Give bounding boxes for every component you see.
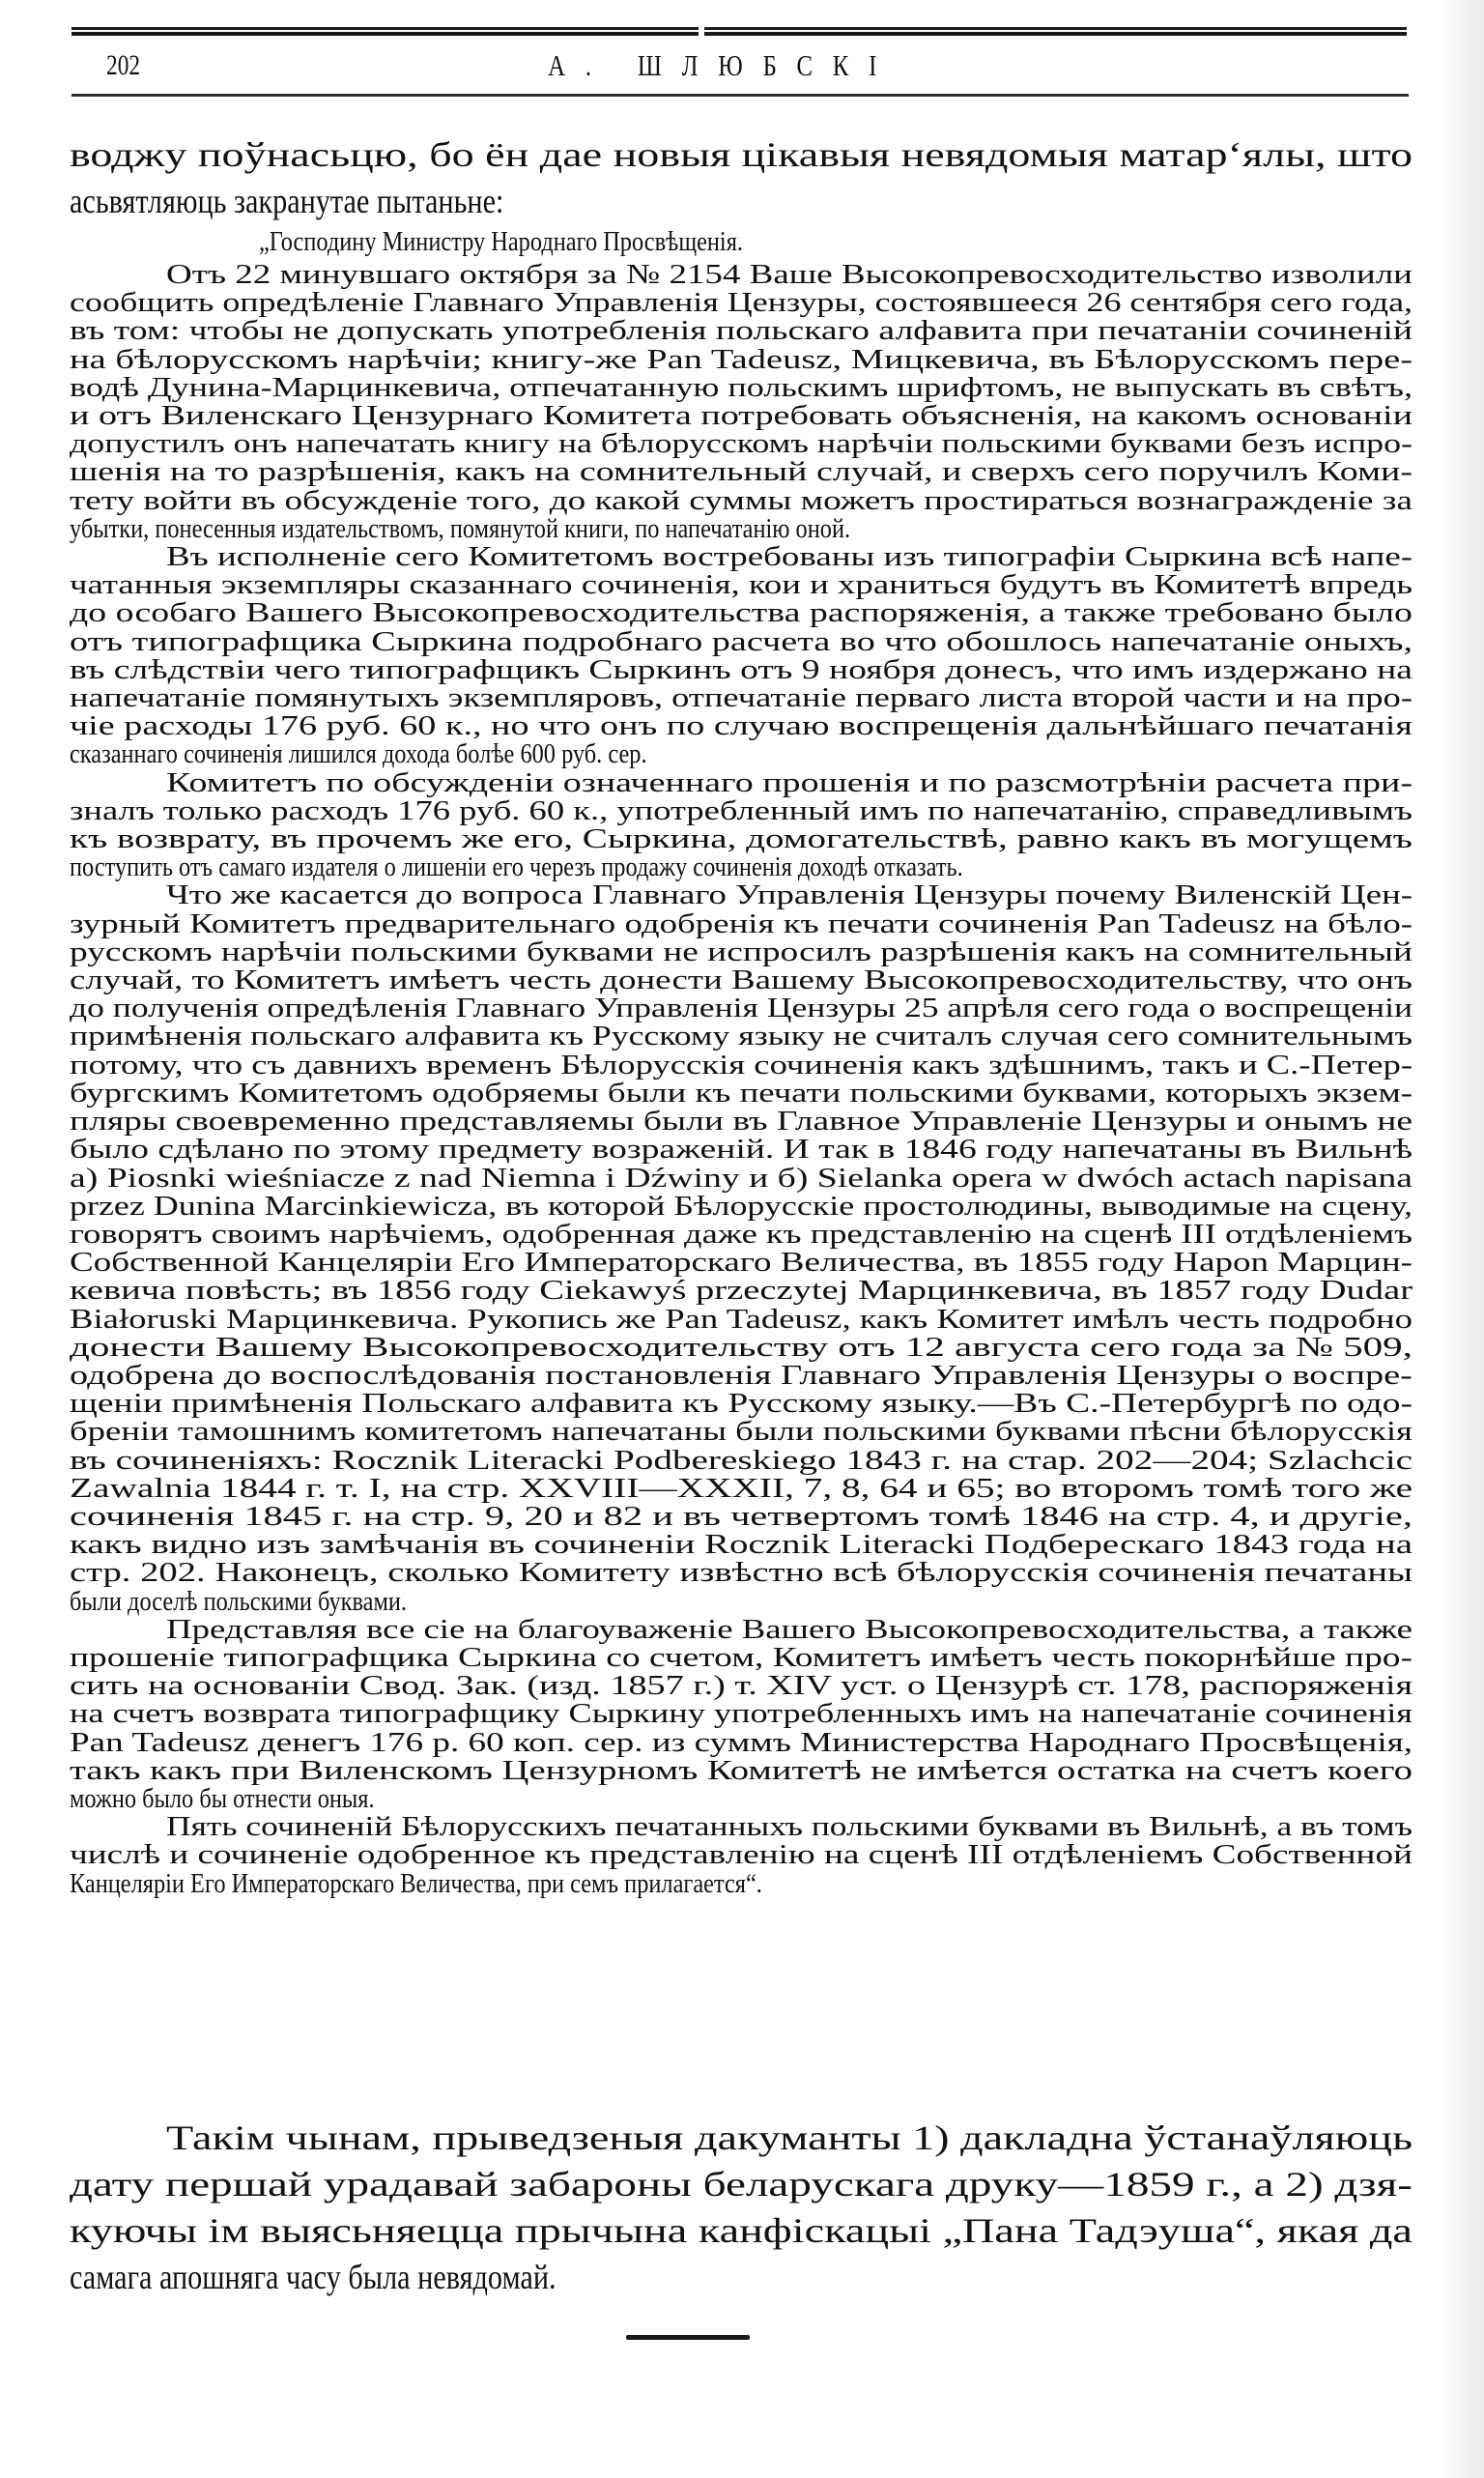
text-line [70, 1277, 1413, 1305]
text-line-content: зурный Комитетъ предварительнаго одобренія къ печати сочиненія Pan Tadeusz на бѣло- [70, 908, 1413, 939]
text-line-content: примѣненія польскаго алфавита къ Русскому языку не считалъ случая сего сомнительнымъ [70, 1021, 1413, 1052]
text-line [70, 402, 1413, 430]
text-line [70, 289, 1413, 317]
text-line [70, 1782, 1413, 1814]
text-line-content: дату першай урадавай забароны беларускага друку—1859 г., а 2) дзя- [70, 2165, 1413, 2204]
text-line [70, 1108, 1413, 1136]
text-line [70, 1867, 1413, 1899]
text-line [70, 1613, 1413, 1645]
text-line-content: донести Вашему Высокопревосходительству отъ 12 августа сего года за № 509, [70, 1331, 1413, 1363]
text-line-content: потому, что съ давнихъ временъ Бѣлорусскія сочиненія какъ здѣшнимъ, такъ и С.-Петер- [70, 1049, 1413, 1081]
text-line-content: Pan Tadeusz денегъ 176 р. 60 коп. сер. из суммъ Министерства Народнаго Просвѣщенія, [70, 1726, 1413, 1758]
text-line-content: до полученія опредѣленія Главнаго Управленія Цензуры 25 апрѣля сего года о воспрещеніи [70, 993, 1413, 1024]
text-line [70, 317, 1413, 345]
text-line [70, 1841, 1413, 1869]
text-line-content: числѣ и сочиненіе одобренное къ представленію на сценѣ III отдѣленіемъ Собственной [70, 1839, 1413, 1871]
text-line [70, 1359, 1413, 1391]
text-line [70, 1641, 1413, 1673]
text-line-content: какъ видно изъ замѣчанія въ сочиненіи Rocznik Literacki Подберескаго 1843 года на [70, 1529, 1413, 1561]
text-line [70, 853, 1413, 881]
conclusion-paragraph [70, 2115, 1413, 2300]
text-line-content: говорятъ своимъ нарѣчіемъ, одобренная даже къ представленію на сценѣ III отдѣленіемъ [70, 1218, 1413, 1250]
text-line [70, 794, 1413, 826]
text-line-content: самага апошняга часу была невядомай. [70, 2258, 556, 2296]
text-line-content: сказаннаго сочиненія лишился дохода болѣе 600 руб. сер. [70, 738, 647, 770]
text-line [70, 430, 1413, 458]
text-line [70, 881, 1413, 909]
text-line [70, 1049, 1413, 1081]
text-line [70, 1672, 1413, 1700]
text-line [70, 938, 1413, 966]
text-line [70, 131, 1413, 178]
text-line-content: можно было бы отнести оныя. [70, 1782, 375, 1814]
text-line-content: а) Piosnki wieśniacze z nad Niemna i Dźwiny и б) Sielanka opera w dwóch actach napisana [70, 1162, 1413, 1194]
text-line-content: асьвятляюць закранутае пытаньне: [70, 182, 504, 220]
text-line [70, 261, 1413, 289]
text-line-content: бреніи тамошнимъ комитетомъ напечатаны были польскими буквами пѣсни бѣлорусскія [70, 1416, 1413, 1448]
text-line [70, 2115, 1413, 2161]
text-line [70, 458, 1413, 486]
text-line [70, 966, 1413, 994]
text-line [70, 1754, 1413, 1786]
text-line-content: до особаго Вашего Высокопревосходительства распоряженія, а также требовано было [70, 597, 1413, 629]
text-line [70, 484, 1413, 516]
text-line [70, 1472, 1413, 1504]
text-line-content: Zawalnia 1844 г. т. I, на стр. XXVIII—XXXII, 7, 8, 64 и 65; во второмъ томѣ того же [70, 1472, 1413, 1504]
text-line [70, 1585, 1413, 1617]
text-line-content: случай, то Комитетъ имѣетъ честь донести Вашему Высокопревосходительству, что онъ [70, 965, 1413, 996]
text-line [70, 994, 1413, 1023]
text-line-content: бургскимъ Комитетомъ одобряемы были къ печати польскими буквами, которыхъ экзем- [70, 1077, 1413, 1109]
intro-paragraph [70, 131, 1413, 224]
running-title-text: А. ШЛЮБСКІ [548, 48, 898, 82]
text-line-content: воджу поўнасьцю, бо ён дае новыя цікавыя невядомыя матар‘ялы, што [70, 135, 1413, 174]
text-line-content: такъ какъ при Виленскомъ Цензурномъ Комитетѣ не имѣется остатка на счетъ коего [70, 1754, 1413, 1786]
text-line [70, 1303, 1413, 1335]
text-line [70, 625, 1413, 657]
text-line [70, 1190, 1413, 1222]
text-line-content: Собственной Канцеляріи Его Императорскаго Величества, въ 1855 году Hapon Марцин- [70, 1247, 1413, 1279]
text-line-content: было сдѣлано по этому предмету возраженій. И так в 1846 году напечатаны въ Вильнѣ [70, 1134, 1413, 1166]
text-line-content: чіе расходы 176 руб. 60 к., но что онъ по случаю воспрещенія дальнѣйшаго печатанія [70, 710, 1413, 742]
text-line-content: водѣ Дунина-Марцинкевича, отпечатанную польскимъ шрифтомъ, не выпускать въ свѣтъ, [70, 371, 1413, 403]
text-line-content: одобрена до воспослѣдованія постановленія Главнаго Управленія Цензуры о воспре- [70, 1359, 1413, 1391]
text-line [70, 1331, 1413, 1363]
text-line [70, 343, 1413, 375]
text-line-content: чатанныя экземпляры сказаннаго сочиненія, кои и храниться будутъ въ Комитетѣ впредь [70, 569, 1413, 601]
text-line-content: сить на основаніи Свод. Зак. (изд. 1857 г.) т. XIV уст. о Цензурѣ ст. 178, распоряженія [70, 1670, 1413, 1702]
text-line [70, 178, 1413, 224]
text-line-content: Комитетъ по обсужденіи означеннаго прошенія и по разсмотрѣніи расчета при- [166, 766, 1413, 798]
text-line-content: отъ типографщика Сыркина подробнаго расчета во что обошлось напечатаніе оныхъ, [70, 625, 1413, 657]
text-line-content: Канцеляріи Его Императорскаго Величества, при семъ прилагается“. [70, 1867, 762, 1899]
running-title [0, 48, 1484, 83]
text-line [70, 1726, 1413, 1758]
text-line [70, 2254, 1413, 2300]
page-gutter-shadow [1440, 0, 1484, 2478]
text-line [70, 1162, 1413, 1194]
text-line-content: въ том: чтобы не допускать употребленія польскаго алфавита при печатаніи сочиненій [70, 315, 1413, 347]
text-line-content: къ возврату, въ прочемъ же его, Сыркина, домогательствѣ, равно какъ въ могущемъ [70, 823, 1413, 855]
end-rule [626, 2335, 750, 2340]
text-line-content: Такім чынам, прыведзеныя дакуманты 1) дакладна ўстанаўляюць [166, 2118, 1413, 2157]
text-line-content: въ сочиненіяхъ: Rocznik Literacki Podbereskiego 1843 г. на стар. 202—204; Szlachcic [70, 1444, 1413, 1476]
text-line-content: Отъ 22 минувшаго октября за № 2154 Ваше Высокопревосходительство изволили [166, 259, 1413, 290]
text-line [70, 825, 1413, 853]
text-line-content: напечатаніе помянутыхъ экземпляровъ, отпечатаніе перваго листа второй части и на про- [70, 682, 1413, 714]
text-line-content: кевича повѣсть; въ 1856 году Ciekawyś przeczytej Марцинкевича, въ 1857 году Dudar [70, 1275, 1413, 1307]
text-line-content: пляры своевременно представляемы были въ Главное Управленіе Цензуры и онымъ не [70, 1106, 1413, 1138]
text-line [70, 684, 1413, 712]
text-line-content: щеніи примѣненія Польскаго алфавита къ Русскому языку.—Въ С.-Петербургѣ по одо- [70, 1388, 1413, 1420]
address-line: „Господину Министру Народнаго Просвѣщенія. [259, 226, 743, 257]
text-line-content: Białoruski Марцинкевича. Рукопись же Pan Tadeusz, какъ Комитет имѣлъ честь подробно [70, 1303, 1413, 1335]
text-line [70, 1418, 1413, 1446]
text-line-content: и отъ Виленскаго Цензурнаго Комитета потребовать объясненія, на какомъ основаніи [70, 400, 1413, 432]
text-line-content: Представляя все сіе на благоуваженіе Вашего Высокопревосходительства, а также [166, 1613, 1413, 1645]
text-line [70, 2207, 1413, 2254]
text-line [70, 1700, 1413, 1728]
text-line [70, 1023, 1413, 1051]
text-line [70, 1500, 1413, 1532]
text-line-content: шенія на то разрѣшенія, какъ на сомнительный случай, и сверхъ сего поручилъ Коми- [70, 456, 1413, 488]
text-line-content: стр. 202. Наконецъ, сколько Комитету извѣстно всѣ бѣлорусскія сочиненія печатаны [70, 1557, 1413, 1589]
text-line [70, 1813, 1413, 1841]
text-line [70, 910, 1413, 938]
page-number: 202 [106, 49, 141, 81]
text-line-content: допустилъ онъ напечатать книгу на бѣлорусскомъ нарѣчіи польскими буквами безъ испро- [70, 428, 1413, 460]
text-line-content: зналъ только расходъ 176 руб. 60 к., употребленный имъ по напечатанію, справедливымъ [70, 794, 1413, 826]
text-line [70, 1390, 1413, 1418]
text-line-content: przez Dunina Marcinkiewicza, въ которой Бѣлорусскіе простолюдины, выводимые на сцену, [70, 1190, 1413, 1222]
text-line-content: были доселѣ польскими буквами. [70, 1585, 408, 1617]
text-line [70, 512, 1413, 544]
text-line-content: поступить отъ самаго издателя о лишеніи его черезъ продажу сочиненія доходѣ отказать. [70, 851, 963, 883]
text-line-content: прошеніе типографщика Сыркина со счетом, Комитетъ имѣетъ честь покорнѣйше про- [70, 1641, 1413, 1673]
text-line [70, 571, 1413, 599]
text-line-content: куючы ім выясьняецца прычына канфіскацыі „Пана Тадэуша“, якая да [70, 2211, 1413, 2250]
text-line [70, 1077, 1413, 1109]
text-line [70, 712, 1413, 740]
text-line [70, 1249, 1413, 1277]
text-line-content: убытки, понесенныя издательствомъ, помянутой книги, по напечатанію оной. [70, 512, 851, 544]
text-line [70, 740, 1413, 768]
header-rule [71, 94, 1409, 97]
text-line [70, 1218, 1413, 1250]
text-line [70, 2161, 1413, 2207]
text-line-content: русскомъ нарѣчіи польскими буквами не испросилъ разрѣшенія какъ на сомнительный [70, 936, 1413, 967]
text-line-content: на счетъ возврата типографщику Сыркину употребленныхъ имъ на напечатаніе сочиненія [70, 1698, 1413, 1730]
letter-address [70, 224, 1413, 259]
text-line [70, 653, 1413, 685]
header-double-rule [71, 27, 1407, 36]
text-line [70, 1559, 1413, 1587]
text-line-content: Что же касается до вопроса Главнаго Управленія Цензуры почему Виленскій Цен- [166, 879, 1413, 911]
text-line [70, 1136, 1413, 1164]
text-line-content: тету войти въ обсужденіе того, до какой суммы можетъ простираться вознагражденіе за [70, 484, 1413, 516]
text-line-content: Въ исполненіе сего Комитетомъ востребованы изъ типографіи Сыркина всѣ напе- [166, 541, 1413, 573]
text-line [70, 1531, 1413, 1559]
text-line [70, 543, 1413, 571]
text-line [70, 766, 1413, 798]
text-line-content: на бѣлорусскомъ нарѣчіи; книгу-же Pan Tadeusz, Мицкевича, въ Бѣлорусскомъ пере- [70, 343, 1413, 375]
text-line [70, 1444, 1413, 1476]
text-line [70, 599, 1413, 627]
text-line-content: сообщить опредѣленіе Главнаго Управленія Цензуры, состоявшееся 26 сентября сего года, [70, 287, 1413, 319]
text-line-content: сочиненія 1845 г. на стр. 9, 20 и 82 и въ четвертомъ томѣ 1846 на стр. 4, и другіе, [70, 1500, 1413, 1532]
text-line-content: Пять сочиненій Бѣлорусскихъ печатанныхъ польскими буквами въ Вильнѣ, а въ томъ [166, 1811, 1413, 1843]
text-line [70, 371, 1413, 403]
quoted-letter [70, 261, 1413, 1898]
text-line-content: въ слѣдствіи чего типографщикъ Сыркинъ отъ 9 ноября донесъ, что имъ издержано на [70, 653, 1413, 685]
